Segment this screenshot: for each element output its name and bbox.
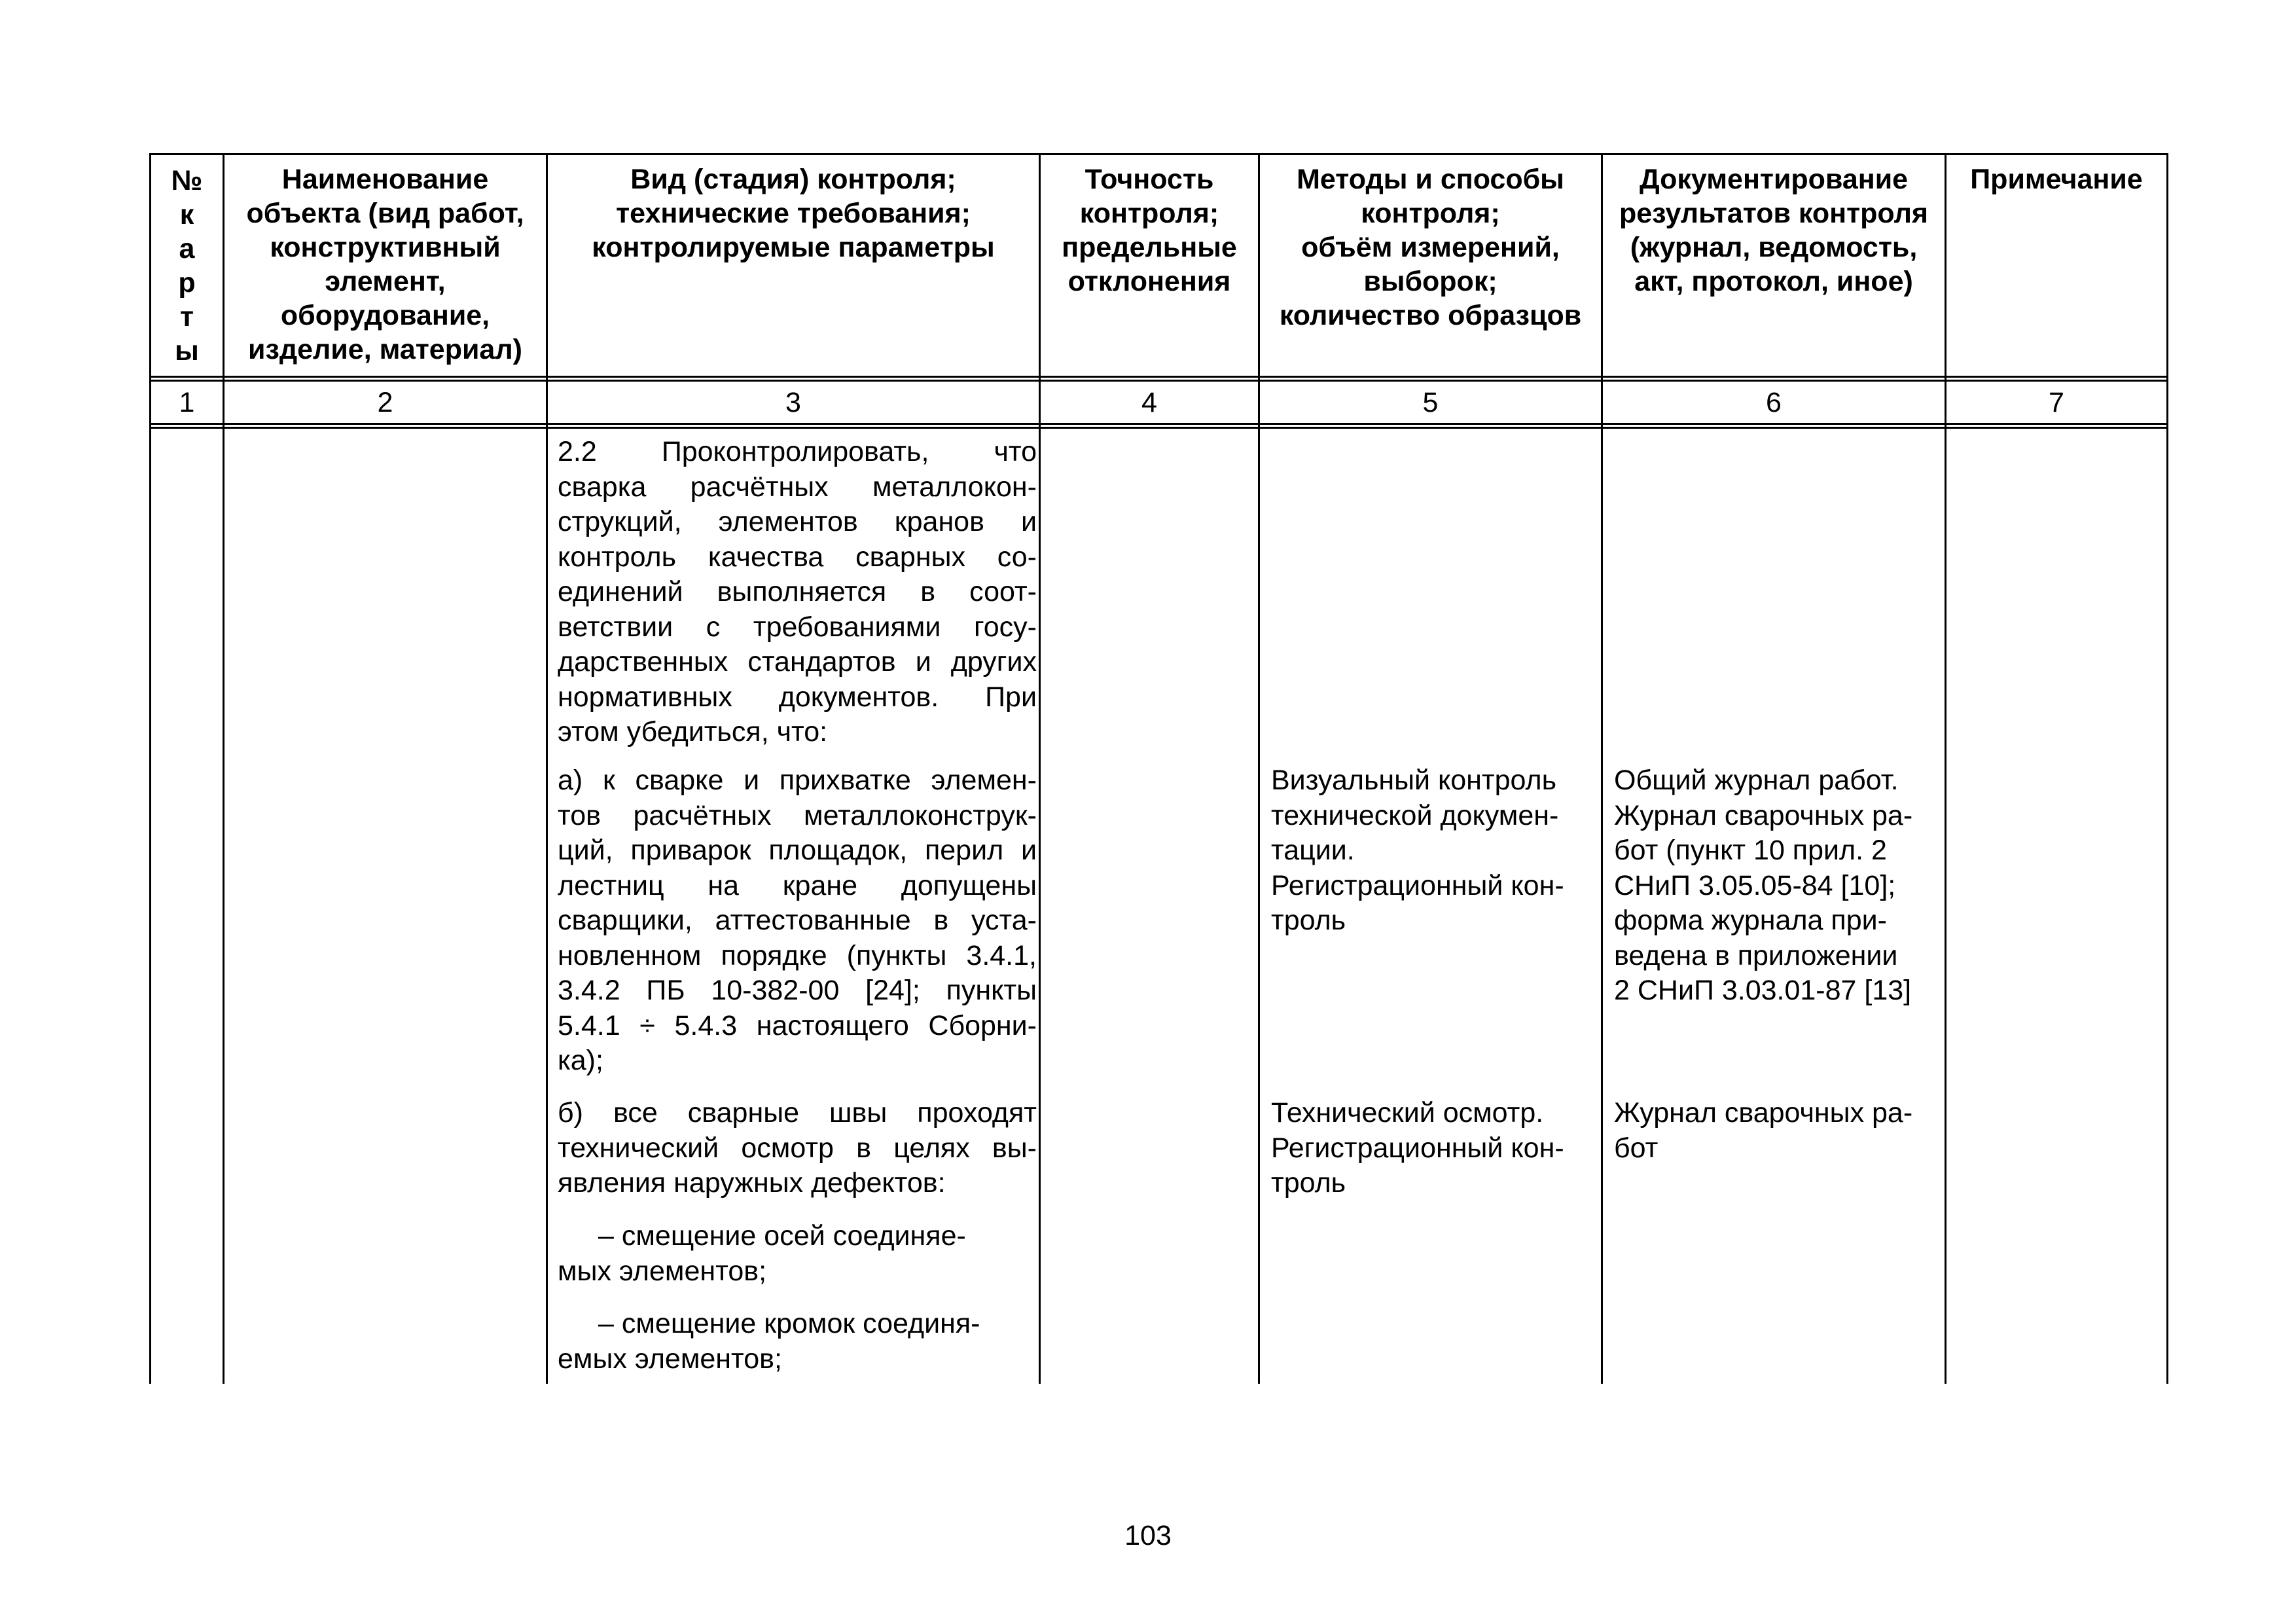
numrow-bottom-border (149, 423, 2168, 425)
text-line: Технический осмотр. (1271, 1097, 1544, 1128)
column-number: 2 (377, 387, 393, 418)
text-line: емых элементов; (558, 1343, 782, 1375)
text-line: явления наружных дефектов: (558, 1167, 946, 1199)
header-col6-line: (журнал, ведомость, (1630, 232, 1918, 263)
documenting-block-a (1614, 763, 1948, 1009)
header-col2-line: конструктивный (270, 232, 501, 263)
requirement-item-b (558, 1096, 1037, 1201)
text-line: бот (1614, 1132, 1659, 1164)
col-border-7 (2166, 153, 2168, 1384)
text-line: ка); (558, 1045, 603, 1076)
header-col1-letter: к (179, 199, 194, 230)
header-col5-line: Методы и способы (1297, 164, 1564, 195)
header-methods (1260, 162, 1601, 373)
text-line: мых элементов; (558, 1255, 767, 1287)
header-accuracy (1041, 162, 1258, 373)
text-line: тов расчётных металлоконструк- (558, 799, 1037, 831)
text-line: технический осмотр в целях вы- (558, 1132, 1037, 1164)
column-number: 6 (1766, 387, 1782, 418)
header-col4-line: отклонения (1067, 266, 1231, 297)
text-line: сварщики, аттестованные в уста- (558, 905, 1037, 936)
text-line: 5.4.1 ÷ 5.4.3 настоящего Сборни- (558, 1009, 1037, 1041)
text-line: а) к сварке и прихватке элемен- (558, 765, 1037, 796)
text-line: – смещение кромок соединя- (598, 1308, 980, 1339)
header-col6-line: акт, протокол, иное) (1634, 266, 1913, 297)
header-col2-line: объекта (вид работ, (246, 198, 524, 229)
documenting-block-b (1614, 1096, 1948, 1166)
text-line: бот (пункт 10 прил. 2 (1614, 835, 1887, 866)
text-line: Регистрационный кон- (1271, 869, 1564, 901)
header-col6-line: результатов контроля (1619, 198, 1929, 229)
defect-edge-offset (558, 1307, 1037, 1377)
text-line: 3.4.2 ПБ 10-382-00 [24]; пункты (558, 975, 1037, 1006)
text-line: этом убедиться, что: (558, 716, 828, 748)
numrow-bottom-border-double (149, 427, 2168, 429)
header-col2-line: изделие, материал) (248, 334, 522, 365)
text-line: тации. (1271, 835, 1355, 866)
header-col1-letter: р (178, 267, 196, 298)
header-col4-line: предельные (1062, 232, 1237, 263)
header-col2-line: элемент, (325, 266, 446, 297)
header-documenting (1603, 162, 1945, 373)
text-line: СНиП 3.05.05-84 [10]; (1614, 869, 1896, 901)
text-line: струкций, элементов кранов и (558, 506, 1037, 537)
methods-block-a (1271, 763, 1598, 939)
header-col5-line: количество образцов (1279, 300, 1582, 331)
column-number: 7 (2049, 387, 2064, 418)
text-line: сварка расчётных металлокон- (558, 471, 1037, 503)
header-col3-line: технические требования; (616, 198, 971, 229)
text-line: новленном порядке (пункты 3.4.1, (558, 939, 1037, 971)
header-col2-line: Наименование (281, 164, 489, 195)
header-col5-line: контроля; (1361, 198, 1500, 229)
text-line: Визуальный контроль (1271, 765, 1557, 796)
text-line: троль (1271, 1167, 1346, 1199)
text-line: лестниц на кране допущены (558, 869, 1037, 901)
text-line: Общий журнал работ. (1614, 765, 1899, 796)
header-card-number (151, 164, 223, 374)
column-number: 3 (785, 387, 801, 418)
header-col2-line: оборудование, (280, 300, 490, 331)
text-line: контроль качества сварных со- (558, 541, 1037, 573)
column-number: 5 (1422, 387, 1439, 418)
header-col5-line: объём измерений, (1301, 232, 1560, 263)
page-number: 103 (1124, 1520, 1172, 1551)
requirement-intro-paragraph (558, 435, 1037, 750)
header-col1-letter: а (179, 233, 195, 264)
text-line: – смещение осей соединяе- (598, 1220, 966, 1252)
header-note (1946, 162, 2166, 373)
text-line: ветствии с требованиями госу- (558, 611, 1037, 643)
header-bottom-border (149, 376, 2168, 378)
header-col5-line: выборок; (1363, 266, 1498, 297)
header-col1-letter: т (179, 301, 194, 333)
table-top-border (149, 153, 2168, 155)
header-col4-line: контроля; (1079, 198, 1219, 229)
header-col7-line: Примечание (1970, 164, 2143, 195)
header-col3-line: контролируемые параметры (592, 232, 995, 263)
text-line: нормативных документов. При (558, 681, 1037, 713)
text-line: форма журнала при- (1614, 905, 1887, 936)
header-control-type (548, 162, 1039, 373)
text-line: единений выполняется в соот- (558, 576, 1037, 607)
text-line: технической докумен- (1271, 799, 1559, 831)
header-col3-line: Вид (стадия) контроля; (630, 164, 956, 195)
header-col1-letter: № (171, 165, 203, 196)
text-line: Журнал сварочных ра- (1614, 1097, 1913, 1128)
text-line: Регистрационный кон- (1271, 1132, 1564, 1164)
header-bottom-border-double (149, 380, 2168, 382)
column-number: 4 (1141, 387, 1157, 418)
text-line: дарственных стандартов и других (558, 646, 1037, 677)
methods-block-b (1271, 1096, 1598, 1201)
header-col1-letter: ы (175, 335, 199, 367)
header-object-name (224, 162, 546, 373)
defect-axis-offset (558, 1219, 1037, 1289)
text-line: 2.2 Проконтролировать, что (558, 436, 1037, 467)
requirement-item-a (558, 763, 1037, 1079)
text-line: Журнал сварочных ра- (1614, 799, 1913, 831)
header-col4-line: Точность (1085, 164, 1214, 195)
text-line: ведена в приложении (1614, 939, 1898, 971)
header-col6-line: Документирование (1639, 164, 1909, 195)
text-line: ций, приварок площадок, перил и (558, 835, 1037, 866)
text-line: троль (1271, 905, 1346, 936)
text-line: 2 СНиП 3.03.01-87 [13] (1614, 975, 1912, 1006)
column-number: 1 (179, 387, 195, 418)
text-line: б) все сварные швы проходят (558, 1097, 1037, 1128)
